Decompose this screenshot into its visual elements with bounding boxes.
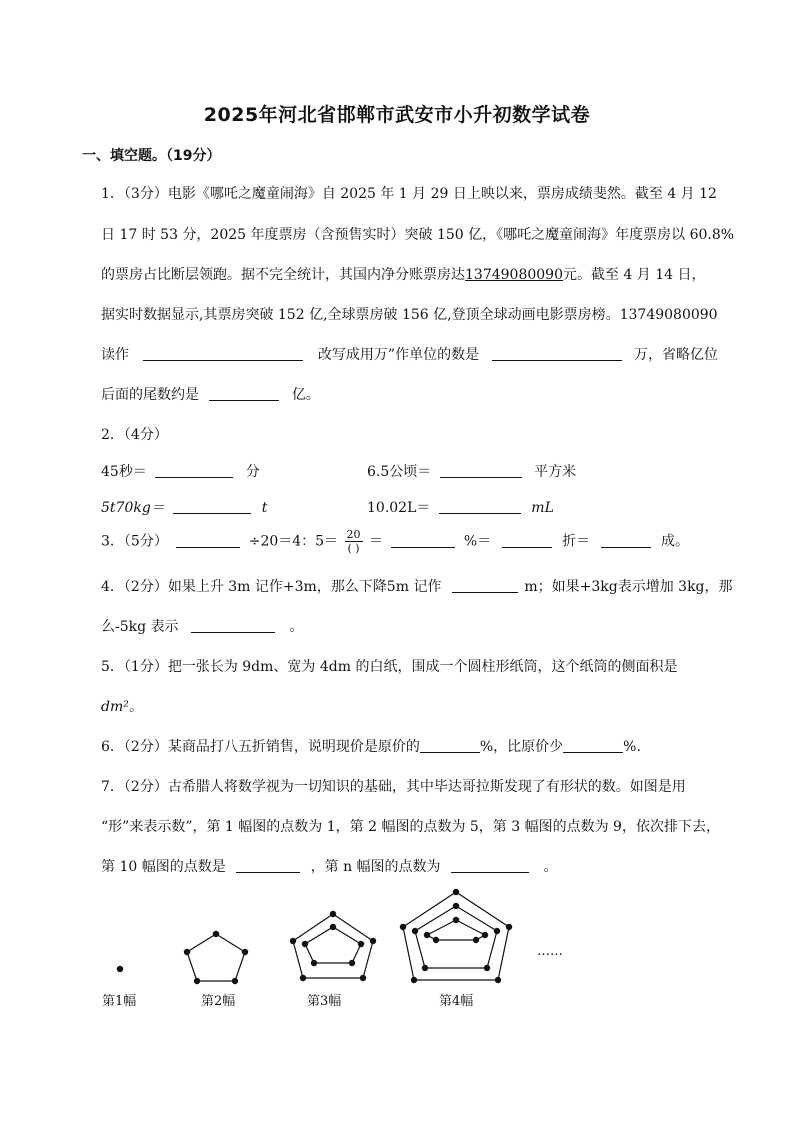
q7-text-c: 。 [543,859,558,875]
dot [290,938,296,944]
dot [494,928,500,934]
dot [506,924,512,930]
q6-text-a: 6．（2分）某商品打八五折销售，说明现价是原价的 [101,739,420,755]
q7-line2: “形”来表示数”，第 1 幅图的点数为 1，第 2 幅图的点数为 5，第 3 幅图的点数为 9，依次排下去， [101,819,720,835]
q1-read-label: 读作 [101,347,129,363]
dot [311,960,317,966]
dot [360,975,366,981]
q3-fraction-numerator: 20 [346,528,361,541]
figure-1 [117,966,123,972]
dot [349,960,355,966]
dot [184,949,190,955]
dot [358,941,364,947]
dot [232,978,238,984]
figure-1-caption: 第1幅 [102,994,137,1009]
q1-line2: 日 17 时 53 分，2025 年度票房（含预售实时）突破 150 亿，《哪吒之魔童闹海》年度票房以 60.8% [101,227,735,243]
q1-line1: 1．（3分）电影《哪吒之魔童闹海》自 2025 年 1 月 29 日上映以来，票房成绩斐然。截至 4 月 12 [101,186,717,202]
figure-ellipsis: …… [537,944,563,959]
q3-heading: 3．（5分） [101,533,168,550]
q5-line2: dm²。 [101,699,143,715]
q1-box-office-number: 13749080090 [465,267,563,283]
dot [330,911,336,917]
dot [242,949,248,955]
q6-text-c: %. [623,739,641,755]
pentagon-outline [187,934,245,981]
dot [411,977,417,983]
figure-3-caption: 第3幅 [307,994,342,1009]
dot [433,937,439,943]
q2-b-label: 6.5公顷＝ [367,464,432,480]
q3-eq: ＝ [369,533,383,550]
dot [302,941,308,947]
dot [412,928,418,934]
q2-b-unit: 平方米 [534,464,577,480]
q2-d-unit: mL [531,500,554,516]
figure-2-caption: 第2幅 [201,994,236,1009]
q1-line4: 据实时数据显示,其票房突破 152 亿,全球票房破 156 亿,登顶全球动画电影票房榜。13749080090 [101,307,718,323]
q2-a-unit: 分 [245,464,260,480]
q6-text-b: %，比原价少 [479,739,564,755]
dot [453,903,459,909]
q5-line1: 5．（1分）把一张长为 9dm、宽为 4dm 的白纸，围成一个圆柱形纸筒，这个纸筒的侧面积是 [101,659,678,675]
q2-a-label: 45秒＝ [101,464,147,480]
dot [482,932,488,938]
q3-fraction-denominator: ( ) [347,542,360,555]
dot [300,975,306,981]
figure-4 [400,889,512,983]
q2-c-label: 5t70kg＝ [101,500,165,516]
dot [453,889,459,895]
q1-approx-unit: 亿。 [291,387,320,403]
q4-text-c: 么-5kg 表示 [101,619,179,635]
section-heading: 一、填空题。（19分） [82,148,221,164]
figure-3 [290,911,376,981]
dot [495,977,501,983]
q4-text-d: 。 [289,619,304,635]
q3-discount: 折＝ [562,533,591,550]
dot [473,937,479,943]
q1-wan-label: 改写成用万”作单位的数是 [317,347,480,363]
figure-2 [184,931,248,984]
q1-yi-label: 万，省略亿位 [633,347,718,363]
q3-percent: %＝ [463,533,492,550]
dot [213,931,219,937]
q7-text-b: ，第 n 幅图的点数为 [310,859,441,875]
dot [370,938,376,944]
q7-line1: 7．（2分）古希腊人将数学视为一切知识的基础，其中毕达哥拉斯发现了有形状的数。如图是用 [101,779,686,795]
pentagon-outline [305,927,361,963]
q7-text-a: 第 10 幅图的点数是 [101,859,226,875]
page-title: 2025年河北省邯郸市武安市小升初数学试卷 [203,104,591,126]
q1-line3-text-a: 的票房占比断层领跑。据不完全统计，其国内净分账票房达 [101,267,465,283]
q3-tenths: 成。 [661,533,690,550]
dot [422,965,428,971]
dot [400,924,406,930]
q1-line3-text-b: 元。截至 4 月 14 日， [562,267,706,283]
q1-approx-label: 后面的尾数约是 [101,387,199,403]
q4-text-b: m；如果+3kg表示增加 3kg，那 [524,579,733,595]
q2-d-label: 10.02L＝ [367,500,431,516]
dot [194,978,200,984]
dot [453,917,459,923]
dot [484,965,490,971]
figure-4-caption: 第4幅 [439,994,474,1009]
q2-heading: 2．（4分） [101,427,168,443]
dot [330,924,336,930]
q3-ratio-text: ÷20＝4：5＝ [248,533,339,550]
q4-text-a: 4．（2分）如果上升 3m 记作+3m，那么下降5m 记作 [101,579,442,595]
dot [424,932,430,938]
q2-c-unit: t [261,500,268,516]
